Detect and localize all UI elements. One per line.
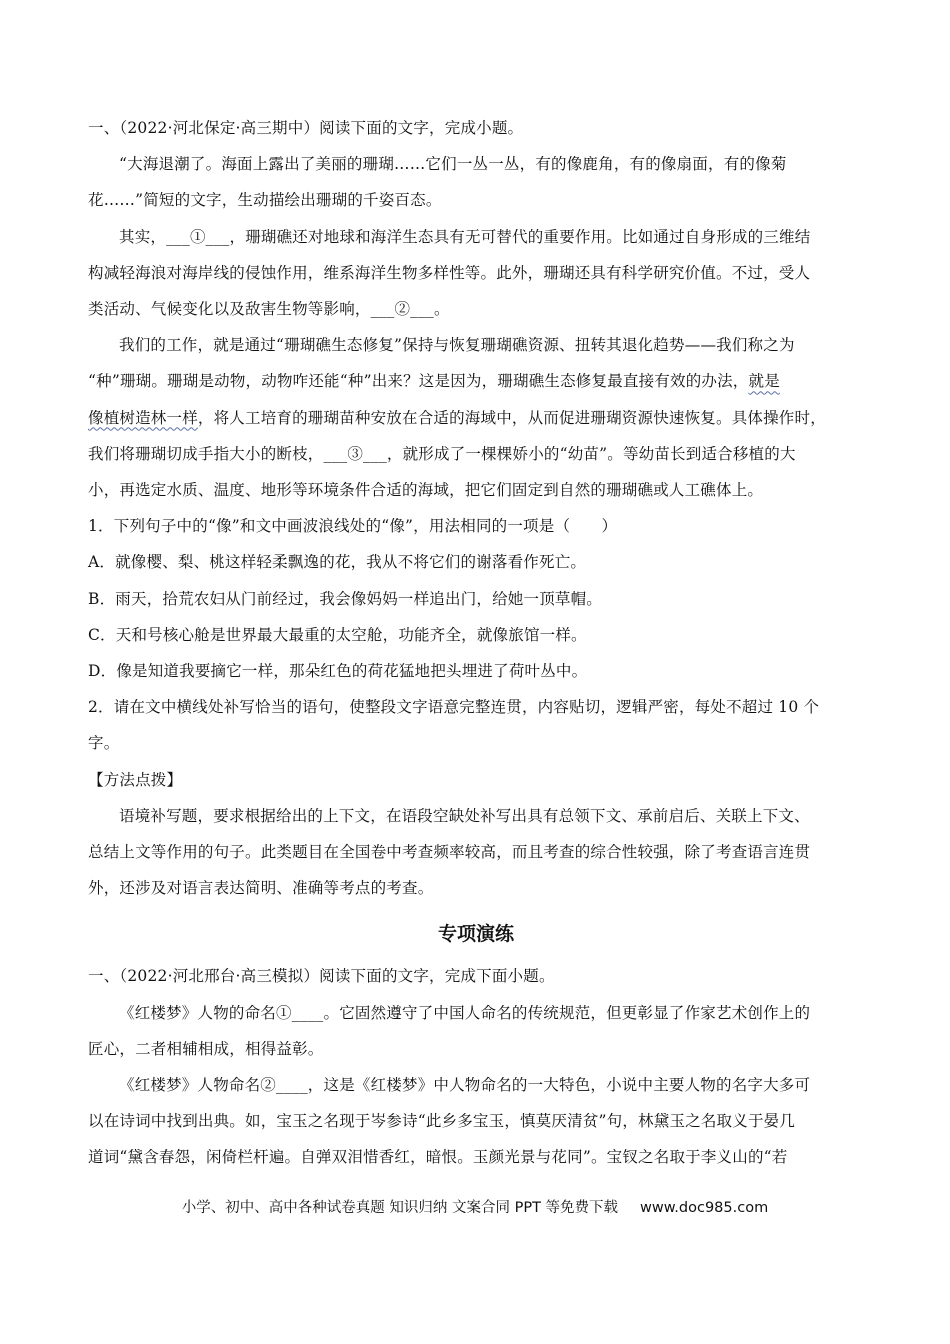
practice-heading: 一、（2022·河北邢台·高三模拟）阅读下面的文字，完成下面小题。 xyxy=(88,967,555,986)
passage-line: 我们将珊瑚切成手指大小的断枝，___③___，就形成了一棵棵娇小的“幼苗”。等幼苗长到适合移植的大 xyxy=(88,444,796,463)
passage-line: 小，再选定水质、温度、地形等环境条件合适的海域，把它们固定到自然的珊瑚礁或人工礁体上。 xyxy=(88,481,764,500)
passage-line: 道词“黛含春怨，闲倚栏杆遍。自弹双泪惜香红，暗恨。玉颜光景与花同”。宝钗之名取于李义山的“若 xyxy=(88,1148,788,1167)
question-heading: 一、（2022·河北保定·高三期中）阅读下面的文字，完成小题。 xyxy=(88,119,524,137)
option-d: D．像是知道我要摘它一样，那朵红色的荷花猛地把头埋进了荷叶丛中。 xyxy=(88,662,588,681)
option-a: A．就像樱、梨、桃这样轻柔飘逸的花，我从不将它们的谢落看作死亡。 xyxy=(88,553,587,572)
option-b: B．雨天，拾荒农妇从门前经过，我会像妈妈一样追出门，给她一顶草帽。 xyxy=(88,589,602,608)
footer-url: www.doc985.com xyxy=(640,1200,769,1216)
passage-paragraph-2 xyxy=(88,219,864,328)
wavy-underlined-text: 像植树造林一样 xyxy=(88,408,198,427)
method-line: 语境补写题，要求根据给出的上下文，在语段空缺处补写出具有总领下文、承前启后、关联上下文、 xyxy=(119,806,810,825)
passage-line: 花……”简短的文字，生动描绘出珊瑚的千姿百态。 xyxy=(88,191,442,210)
document-page xyxy=(88,110,864,1176)
sub-question-1: 1．下列句子中的“像”和文中画波浪线处的“像”，用法相同的一项是（ ） xyxy=(88,517,618,536)
method-line: 总结上文等作用的句子。此类题目在全国卷中考查频率较高，而且考查的综合性较强，除了考查语言连贯 xyxy=(88,843,811,862)
passage-line: 构减轻海浪对海岸线的侵蚀作用，维系海洋生物多样性等。此外，珊瑚还具有科学研究价值。不过，受人 xyxy=(88,263,811,282)
passage-line: 其实，___①___，珊瑚礁还对地球和海洋生态具有无可替代的重要作用。比如通过自身形成的三维结 xyxy=(119,227,811,246)
wavy-underlined-text: 就是 xyxy=(748,372,780,391)
passage-line: 以在诗词中找到出典。如，宝玉之名现于岑参诗“此乡多宝玉，慎莫厌清贫”句，林黛玉之名取义于晏几 xyxy=(88,1112,796,1131)
passage-line: 类活动、气候变化以及敌害生物等影响，___②___。 xyxy=(88,300,450,319)
option-c: C．天和号核心舱是世界最大最重的太空舱，功能齐全，就像旅馆一样。 xyxy=(88,625,587,644)
method-tips xyxy=(88,762,864,907)
method-heading: 【方法点拨】 xyxy=(88,770,183,789)
method-line: 外，还涉及对语言表达简明、准确等考点的考查。 xyxy=(88,879,434,898)
section-title: 专项演练 xyxy=(437,923,514,946)
question-line: 2．请在文中横线处补写恰当的语句，使整段文字语意完整连贯，内容贴切，逻辑严密，每处不超过 10 个 xyxy=(88,698,820,717)
question-line: 字。 xyxy=(88,734,120,753)
passage-line xyxy=(88,363,864,399)
passage-line: 匠心，二者相辅相成，相得益彰。 xyxy=(88,1039,324,1058)
passage-paragraph-3 xyxy=(88,327,864,508)
passage-line: 《红楼梦》人物命名②____，这是《红楼梦》中人物命名的一大特色，小说中主要人物的名字大多可 xyxy=(119,1076,811,1095)
passage-line: “大海退潮了。海面上露出了美丽的珊瑚……它们一丛一丛，有的像鹿角，有的像扇面，有的像菊 xyxy=(119,155,787,174)
practice-paragraph-2 xyxy=(88,1067,864,1176)
passage-line: 《红楼梦》人物的命名①____。它固然遵守了中国人命名的传统规范，但更彰显了作家艺术创作上的 xyxy=(119,1003,811,1022)
passage-text: ，将人工培育的珊瑚苗种安放在合适的海域中，从而促进珊瑚资源快速恢复。具体操作时， xyxy=(197,408,826,427)
passage-paragraph-1 xyxy=(88,146,864,218)
sub-question-2 xyxy=(88,689,864,761)
practice-paragraph-1 xyxy=(88,995,864,1067)
passage-line: 我们的工作，就是通过“珊瑚礁生态修复”保持与恢复珊瑚礁资源、扭转其退化趋势——我们称之为 xyxy=(119,336,795,355)
passage-line xyxy=(88,400,864,436)
footer-text: 小学、初中、高中各种试卷真题 知识归纳 文案合同 PPT 等免费下载 xyxy=(181,1200,619,1216)
passage-text: “种”珊瑚。珊瑚是动物，动物咋还能“种”出来？这是因为，珊瑚礁生态修复最直接有效的办法， xyxy=(88,372,749,391)
page-footer xyxy=(0,1194,950,1222)
